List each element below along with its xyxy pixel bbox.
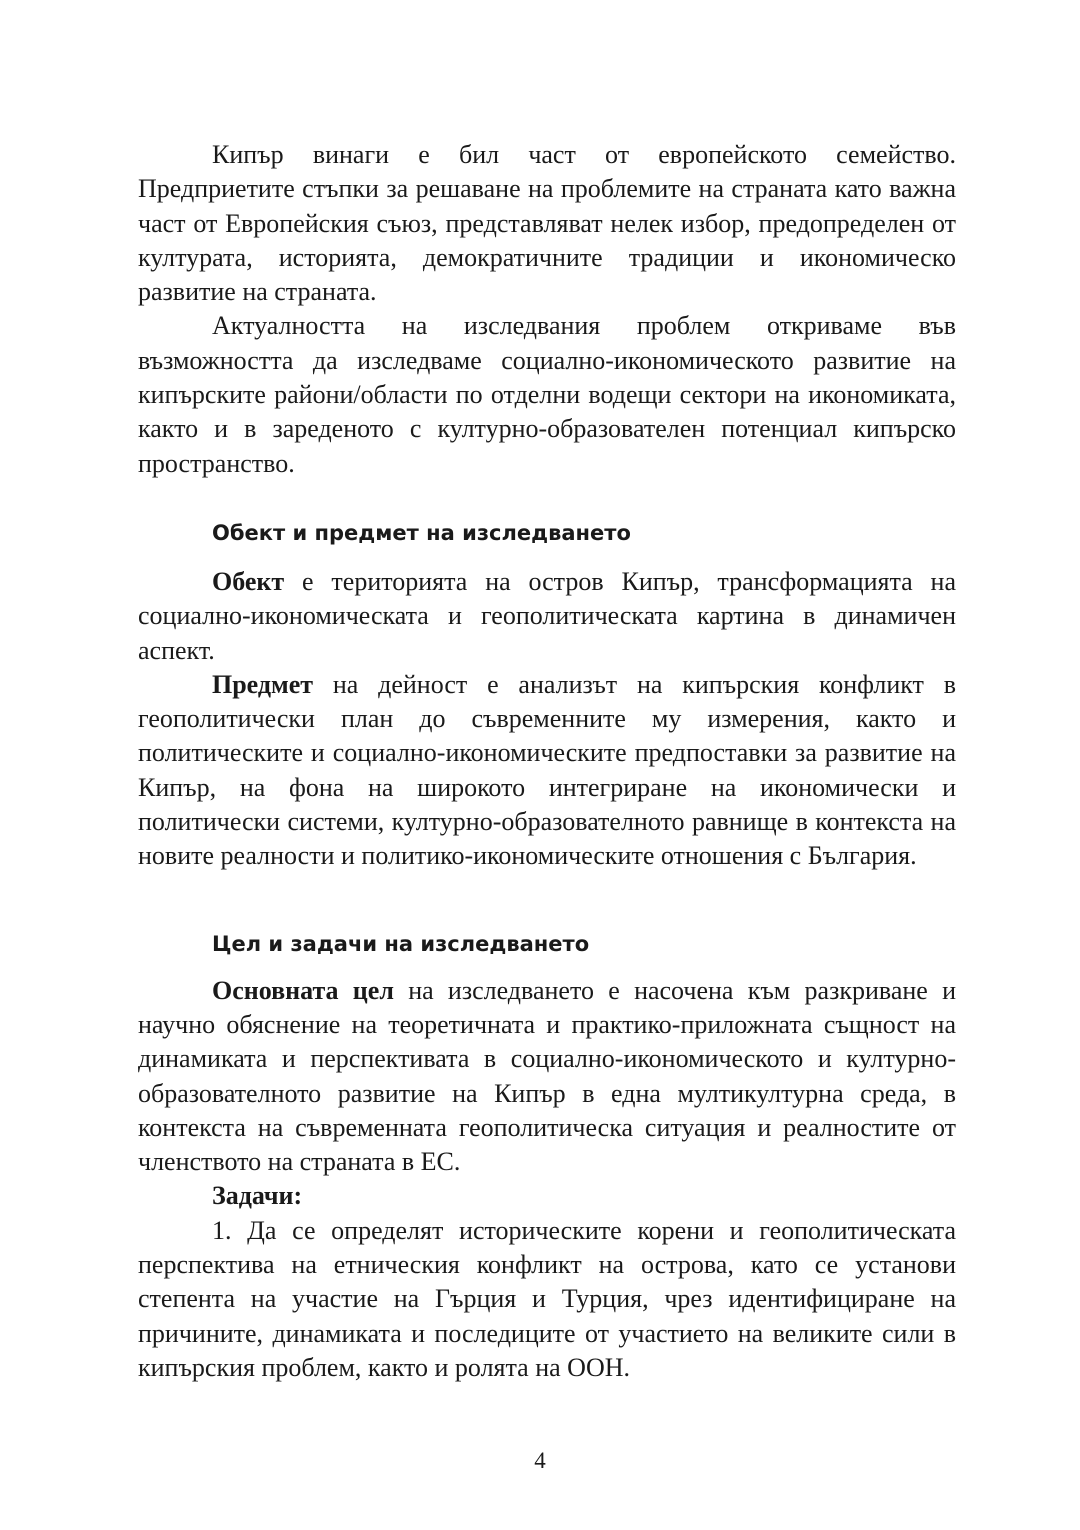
subject-paragraph: [138, 668, 956, 874]
subject-text: на дейност е анализът на кипърския конфликт в геополитически план до съвременните му измерения, както и политическите и социално-икономическите предпоставки за развитие на Кипър, на фона на широкото интегриране на икономически и политически системи, културно-образователното равнище в контекста на новите реалности и политико-икономическите отношения с България.: [138, 669, 956, 871]
intro-paragraph-2: Актуалността на изследвания проблем откриваме във възможността да изследваме социално-икономическото развитие на кипърските райони/области по отделни водещи сектори на икономиката, както и в зареденото с културно-образователен потенциал кипърско пространство.: [138, 311, 956, 478]
object-text: е територията на остров Кипър, трансформацията на социално-икономическата и геополитическата картина в динамичен аспект.: [138, 566, 956, 665]
goal-paragraph: [138, 974, 956, 1180]
intro-paragraph-1: Кипър винаги е бил част от европейското семейство. Предприетите стъпки за решаване на проблемите на страната като важна част от Европейския съюз, представляват нелек избор, предопределен от културата, историята, демократичните традиции и икономическо развитие на страната.: [138, 140, 956, 307]
page-number: 4: [534, 1448, 546, 1473]
page-body: [138, 138, 956, 1385]
task-item-1: 1. Да се определят историческите корени и геополитическата перспектива на етническия конфликт на острова, като се установи степента на участие на Гърция и Турция, чрез идентифициране на причините, динамиката и последиците от участието на великите сили в кипърския проблем, както и ролята на ООН.: [138, 1215, 956, 1382]
section-heading-goal: Цел и задачи на изследването: [212, 931, 590, 956]
section-heading-object: Обект и предмет на изследването: [212, 520, 631, 545]
tasks-label: Задачи:: [212, 1181, 303, 1211]
object-paragraph: [138, 565, 956, 668]
object-term: Обект: [212, 566, 285, 596]
subject-term: Предмет: [212, 669, 314, 699]
goal-term: Основната цел: [212, 975, 394, 1005]
goal-text: на изследването е насочена към разкриване и научно обяснение на теоретичната и практико-приложната същност на динамиката и перспективата в социално-икономическото и културно-образователното развитие на Кипър в една мултикултурна среда, в контекста на съвременната геополитическа ситуация и реалностите от членството на страната в ЕС.: [138, 975, 956, 1177]
